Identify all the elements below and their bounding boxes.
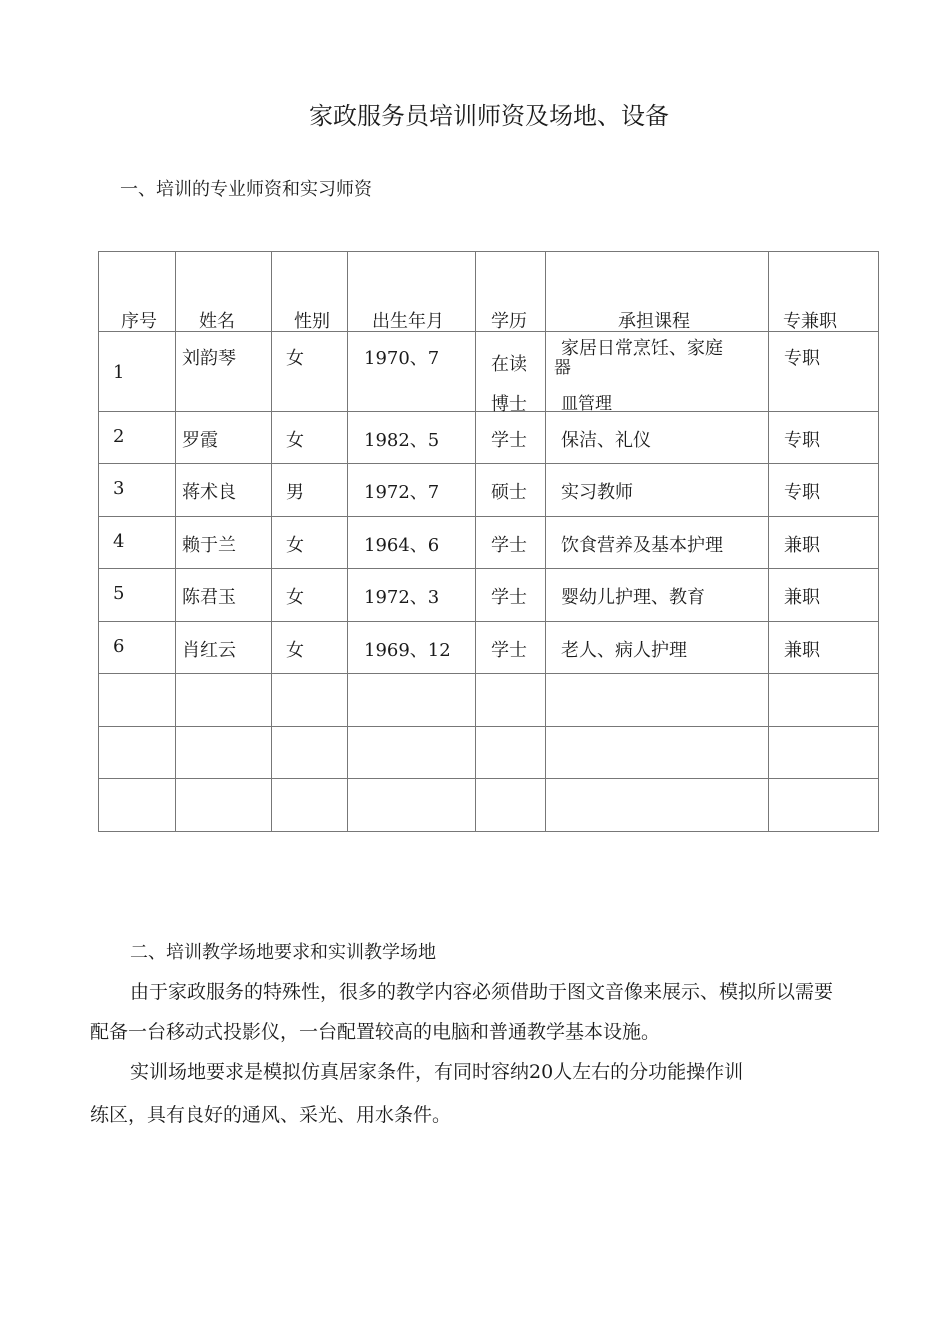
cell-type: 专职 xyxy=(784,482,820,503)
cell-course-line1: 家居日常烹饪、家庭 xyxy=(561,338,723,359)
cell-type: 专职 xyxy=(784,348,820,369)
cell-birth: 1982、5 xyxy=(364,430,440,451)
cell-gender: 女 xyxy=(286,535,304,556)
table-row xyxy=(99,517,879,569)
cell-education-line1: 在读 xyxy=(491,354,527,375)
cell-course: 饮食营养及基本护理 xyxy=(561,535,723,556)
cell-education: 学士 xyxy=(491,430,527,451)
page-title: 家政服务员培训师资及场地、设备 xyxy=(309,102,669,130)
cell-name: 蒋术良 xyxy=(182,482,236,503)
cell-no: 5 xyxy=(113,583,125,604)
header-education: 学历 xyxy=(491,311,527,332)
table-row-empty xyxy=(99,779,879,832)
table-row xyxy=(99,464,879,517)
cell-name: 赖于兰 xyxy=(182,535,236,556)
staff-table xyxy=(98,251,879,832)
cell-course-line2: 器 xyxy=(554,358,571,378)
table-row-empty xyxy=(99,674,879,727)
paragraph-2-line-1: 实训场地要求是模拟仿真居家条件，有同时容纳20人左右的分功能操作训 xyxy=(130,1061,744,1083)
cell-course: 保洁、礼仪 xyxy=(561,430,651,451)
cell-no: 4 xyxy=(113,531,125,552)
cell-type: 专职 xyxy=(784,430,820,451)
cell-gender: 男 xyxy=(286,482,304,503)
cell-birth: 1969、12 xyxy=(364,640,451,661)
cell-name: 罗霞 xyxy=(182,430,218,451)
cell-type: 兼职 xyxy=(784,535,820,556)
cell-gender: 女 xyxy=(286,430,304,451)
cell-name: 刘韵琴 xyxy=(182,348,236,369)
header-course: 承担课程 xyxy=(618,311,690,332)
cell-birth: 1972、7 xyxy=(364,482,440,503)
cell-no: 3 xyxy=(113,478,125,499)
header-name: 姓名 xyxy=(199,311,235,332)
cell-course-line3: 皿管理 xyxy=(561,394,612,414)
header-birth: 出生年月 xyxy=(372,311,444,332)
header-type: 专兼职 xyxy=(783,311,837,332)
cell-no: 6 xyxy=(113,636,125,657)
cell-no: 2 xyxy=(113,426,125,447)
cell-birth: 1970、7 xyxy=(364,348,440,369)
paragraph-2-line-2: 练区，具有良好的通风、采光、用水条件。 xyxy=(90,1104,452,1126)
cell-type: 兼职 xyxy=(784,640,820,661)
cell-education: 硕士 xyxy=(491,482,527,503)
cell-education: 学士 xyxy=(491,640,527,661)
table-row xyxy=(99,569,879,622)
table-row xyxy=(99,412,879,464)
cell-gender: 女 xyxy=(286,640,304,661)
section-heading-venue: 二、培训教学场地要求和实训教学场地 xyxy=(130,942,436,963)
table-row xyxy=(99,332,879,412)
cell-gender: 女 xyxy=(286,348,304,369)
cell-course: 婴幼儿护理、教育 xyxy=(561,587,705,608)
cell-education-line2: 博士 xyxy=(491,394,527,415)
cell-type: 兼职 xyxy=(784,587,820,608)
paragraph-1-line-2: 配备一台移动式投影仪，一台配置较高的电脑和普通教学基本设施。 xyxy=(90,1021,661,1043)
cell-course: 老人、病人护理 xyxy=(561,640,687,661)
cell-gender: 女 xyxy=(286,587,304,608)
cell-education: 学士 xyxy=(491,587,527,608)
cell-course: 实习教师 xyxy=(561,482,633,503)
cell-no: 1 xyxy=(113,362,125,383)
cell-birth: 1964、6 xyxy=(364,535,440,556)
paragraph-1-line-1: 由于家政服务的特殊性，很多的教学内容必须借助于图文音像来展示、模拟所以需要 xyxy=(130,981,834,1003)
header-gender: 性别 xyxy=(294,311,330,332)
cell-name: 陈君玉 xyxy=(182,587,236,608)
cell-birth: 1972、3 xyxy=(364,587,440,608)
table-row xyxy=(99,622,879,674)
table-row-empty xyxy=(99,727,879,779)
section-heading-staff: 一、培训的专业师资和实习师资 xyxy=(120,179,372,200)
header-no: 序号 xyxy=(121,311,157,332)
cell-education: 学士 xyxy=(491,535,527,556)
cell-name: 肖红云 xyxy=(182,640,236,661)
table-header-row xyxy=(99,252,879,332)
